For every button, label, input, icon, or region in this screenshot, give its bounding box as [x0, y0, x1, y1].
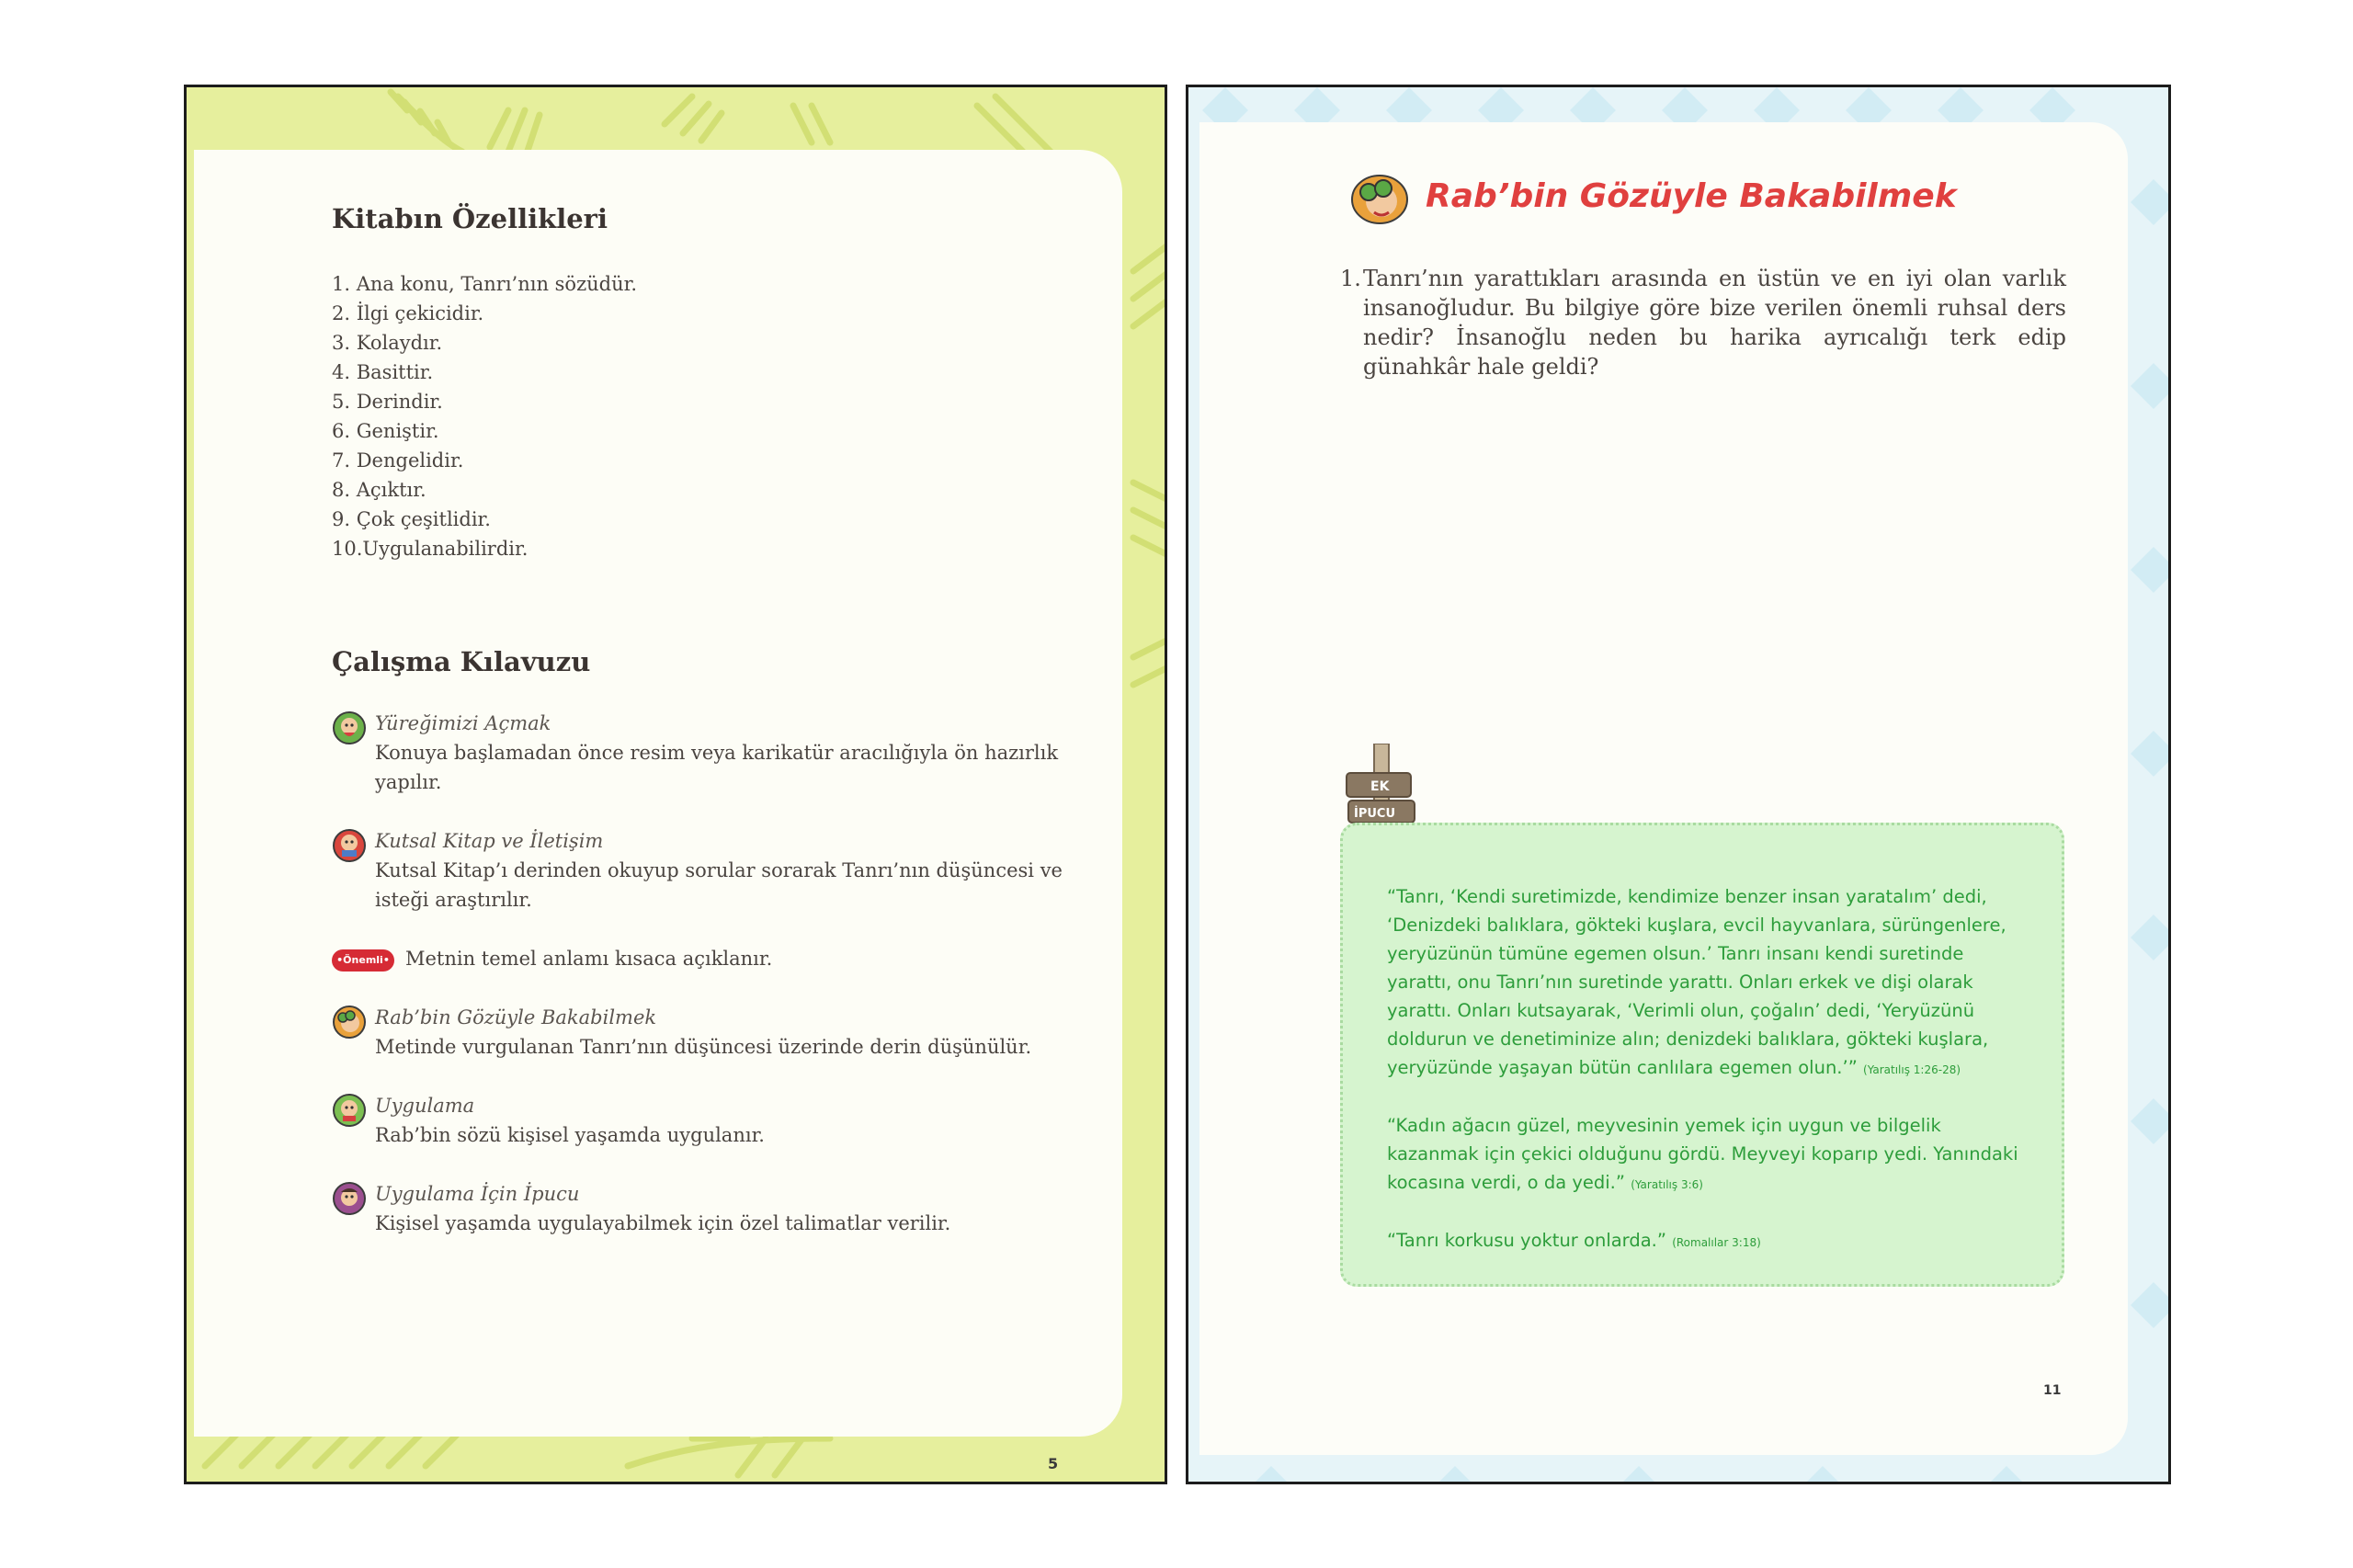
- list-item: 2. İlgi çekicidir.: [332, 302, 484, 324]
- sign-top-text: EK: [1370, 779, 1390, 794]
- study-guide: [332, 646, 1086, 1238]
- apply-character-icon: [332, 1093, 367, 1128]
- guide-item-title: Uygulama: [375, 1095, 475, 1117]
- verse-text: “Tanrı korkusu yoktur onlarda.”: [1387, 1230, 1666, 1251]
- verse-reference: (Romalılar 3:18): [1672, 1236, 1761, 1249]
- guide-item-title: Uygulama İçin İpucu: [375, 1183, 580, 1205]
- binocular-character-icon: [332, 1005, 367, 1040]
- verse-text: “Tanrı, ‘Kendi suretimizde, kendimize benzer insan yaratalım’ dedi, ‘Denizdeki balıklara, gökteki kuşlara, evcil hayvanlara, sürüngenlere, yeryüzünün tümüne egemen olsun.’ Tanrı insanı kendi suretinde yarattı, onu Tanrı’nın suretinde yarattı. Onları erkek ve dişi olarak yarattı. Onları kutsayarak, ‘Verimli olun, çoğalın’ dedi, ‘Yeryüzünü doldurun ve denetiminize alın; denizdeki balıklara, gökteki kuşlara, yeryüzünde yaşayan bütün canlılara egemen olun.’”: [1387, 886, 2006, 1078]
- features-heading: Kitabın Özellikleri: [332, 203, 608, 234]
- list-item: 7. Dengelidir.: [332, 449, 464, 472]
- guide-item: [332, 709, 1086, 797]
- right-page: [1186, 85, 2171, 1484]
- guide-item: [332, 1003, 1086, 1062]
- question-number: 1.: [1340, 266, 1361, 291]
- book-character-icon: [332, 828, 367, 863]
- list-item: 5. Derindir.: [332, 391, 443, 413]
- guide-item-desc: Kişisel yaşamda uygulayabilmek için özel talimatlar verilir.: [375, 1212, 951, 1234]
- verse-reference: (Yaratılış 3:6): [1631, 1178, 1703, 1191]
- guide-item-desc: Rab’bin sözü kişisel yaşamda uygulanır.: [375, 1124, 765, 1146]
- page-title: Rab’bin Gözüyle Bakabilmek: [1426, 177, 1957, 215]
- left-content: [332, 203, 1086, 1267]
- guide-item-title: Rab’bin Gözüyle Bakabilmek: [375, 1006, 657, 1028]
- list-item: 4. Basittir.: [332, 361, 434, 383]
- list-item: 6. Geniştir.: [332, 420, 439, 442]
- guide-item-desc: Metnin temel anlamı kısaca açıklanır.: [405, 948, 773, 970]
- binocular-character-icon: [1345, 170, 1415, 225]
- guide-item: [332, 944, 1086, 973]
- verse-paragraph: [1387, 1111, 2021, 1199]
- verse-content: [1387, 882, 2021, 1284]
- verse-paragraph: [1387, 1226, 2021, 1257]
- guide-item-desc: Metinde vurgulanan Tanrı’nın düşüncesi üzerinde derin düşünülür.: [375, 1036, 1032, 1058]
- heart-character-icon: [332, 710, 367, 745]
- guide-item: [332, 1091, 1086, 1150]
- guide-item: [332, 826, 1086, 915]
- verse-paragraph: [1387, 882, 2021, 1085]
- question-text: Tanrı’nın yarattıkları arasında en üstün ve en iyi olan varlık insanoğludur. Bu bilgiye göre bize verilen önemli ruhsal ders nedir? İnsanoğlu neden bu harika ayrıcalığı terk edip günahkâr hale geldi?: [1363, 266, 2066, 380]
- list-item: 3. Kolaydır.: [332, 332, 443, 354]
- guide-item-title: Kutsal Kitap ve İletişim: [375, 830, 604, 852]
- verse-box: [1340, 823, 2064, 1287]
- guide-list: [332, 709, 1086, 1238]
- page-number: 11: [2043, 1383, 2062, 1398]
- guide-item-desc: Kutsal Kitap’ı derinden okuyup sorular sorarak Tanrı’nın düşüncesi ve isteği araştırılır.: [375, 859, 1063, 911]
- verse-text: “Kadın ağacın güzel, meyvesinin yemek için uygun ve bilgelik kazanmak için çekici olduğunu gördü. Meyveyi koparıp yedi. Yanındaki kocasına verdi, o da yedi.”: [1387, 1115, 2018, 1193]
- list-item: 1. Ana konu, Tanrı’nın sözüdür.: [332, 273, 638, 295]
- guide-item-desc: Konuya başlamadan önce resim veya karikatür aracılığıyla ön hazırlık yapılır.: [375, 742, 1059, 793]
- guide-heading: Çalışma Kılavuzu: [332, 646, 591, 677]
- onemli-badge: •Önemli•: [332, 949, 394, 971]
- left-page: [184, 85, 1167, 1484]
- tip-character-icon: [332, 1181, 367, 1216]
- list-item: 8. Açıktır.: [332, 479, 426, 501]
- guide-item-title: Yüreğimizi Açmak: [375, 712, 551, 734]
- sign-bottom-text: İPUCU: [1354, 807, 1396, 821]
- list-item: 9. Çok çeşitlidir.: [332, 508, 491, 530]
- list-item: 10.Uygulanabilirdir.: [332, 538, 529, 560]
- features-list: [332, 269, 1086, 563]
- page-number: 5: [1048, 1455, 1059, 1472]
- question-block: [1340, 264, 2066, 381]
- verse-reference: (Yaratılış 1:26-28): [1863, 1063, 1961, 1076]
- guide-item: [332, 1179, 1086, 1238]
